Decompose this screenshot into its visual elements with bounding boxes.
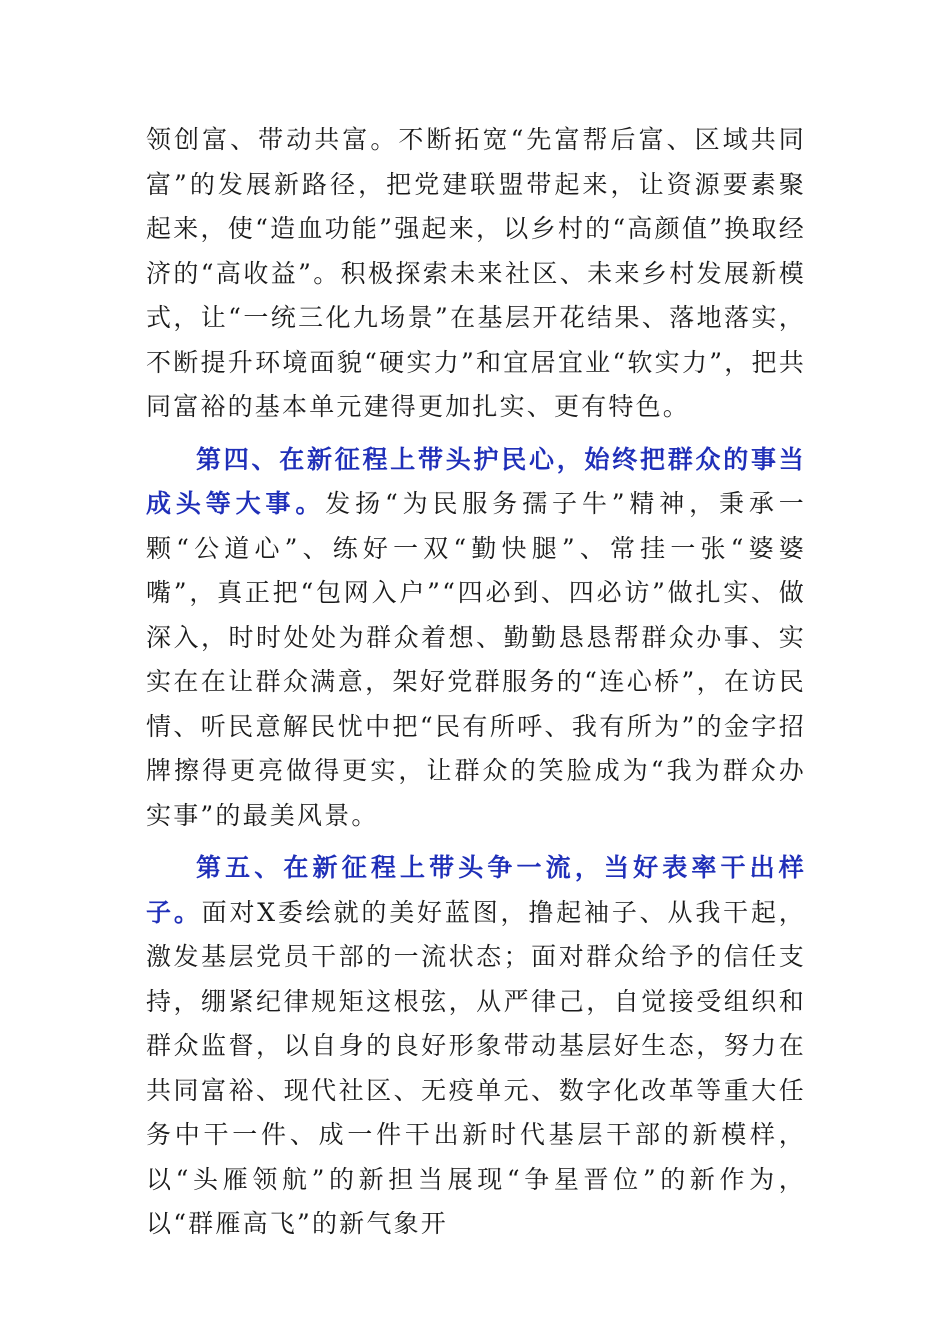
paragraph-heading: 第四、在新征程上带头护民心，始终把群众的事当成头等大事。	[146, 444, 806, 518]
paragraph-body: 面对X委绘就的美好蓝图，撸起袖子、从我干起，激发基层党员干部的一流状态；面对群众给予的信任支持，绷紧纪律规矩这根弦，从严律己，自觉接受组织和群众监督，以自身的良好形象带动基层好生态，努力在共同富裕、现代社区、无疫单元、数字化改革等重大任务中干一件、成一件干出新时代基层干部的新模样，以“头雁领航”的新担当展现“争星晋位”的新作为，以“群雁高飞”的新气象开	[146, 897, 806, 1238]
paragraph-continued	[146, 118, 806, 430]
paragraph-heading: 第五、在新征程上带头争一流，当好表率干出样子。	[146, 853, 806, 927]
paragraph-body: 发扬“为民服务孺子牛”精神，秉承一颗“公道心”、练好一双“勤快腿”、常挂一张“婆婆嘴”，真正把“包网入户”“四必到、四必访”做扎实、做深入，时时处处为群众着想、勤勤恳恳帮群众办事、实实在在让群众满意，架好党群服务的“连心桥”，在访民情、听民意解民忧中把“民有所呼、我有所为”的金字招牌擦得更亮做得更实，让群众的笑脸成为“我为群众办实事”的最美风景。	[146, 489, 806, 830]
paragraph-body: 领创富、带动共富。不断拓宽“先富帮后富、区域共同富”的发展新路径，把党建联盟带起来，让资源要素聚起来，使“造血功能”强起来，以乡村的“高颜值”换取经济的“高收益”。积极探索未来社区、未来乡村发展新模式，让“一统三化九场景”在基层开花结果、落地落实，不断提升环境面貌“硬实力”和宜居宜业“软实力”，把共同富裕的基本单元建得更加扎实、更有特色。	[146, 125, 806, 421]
paragraph-fourth	[146, 438, 806, 839]
paragraph-fifth	[146, 846, 806, 1247]
document-body	[146, 118, 806, 1247]
